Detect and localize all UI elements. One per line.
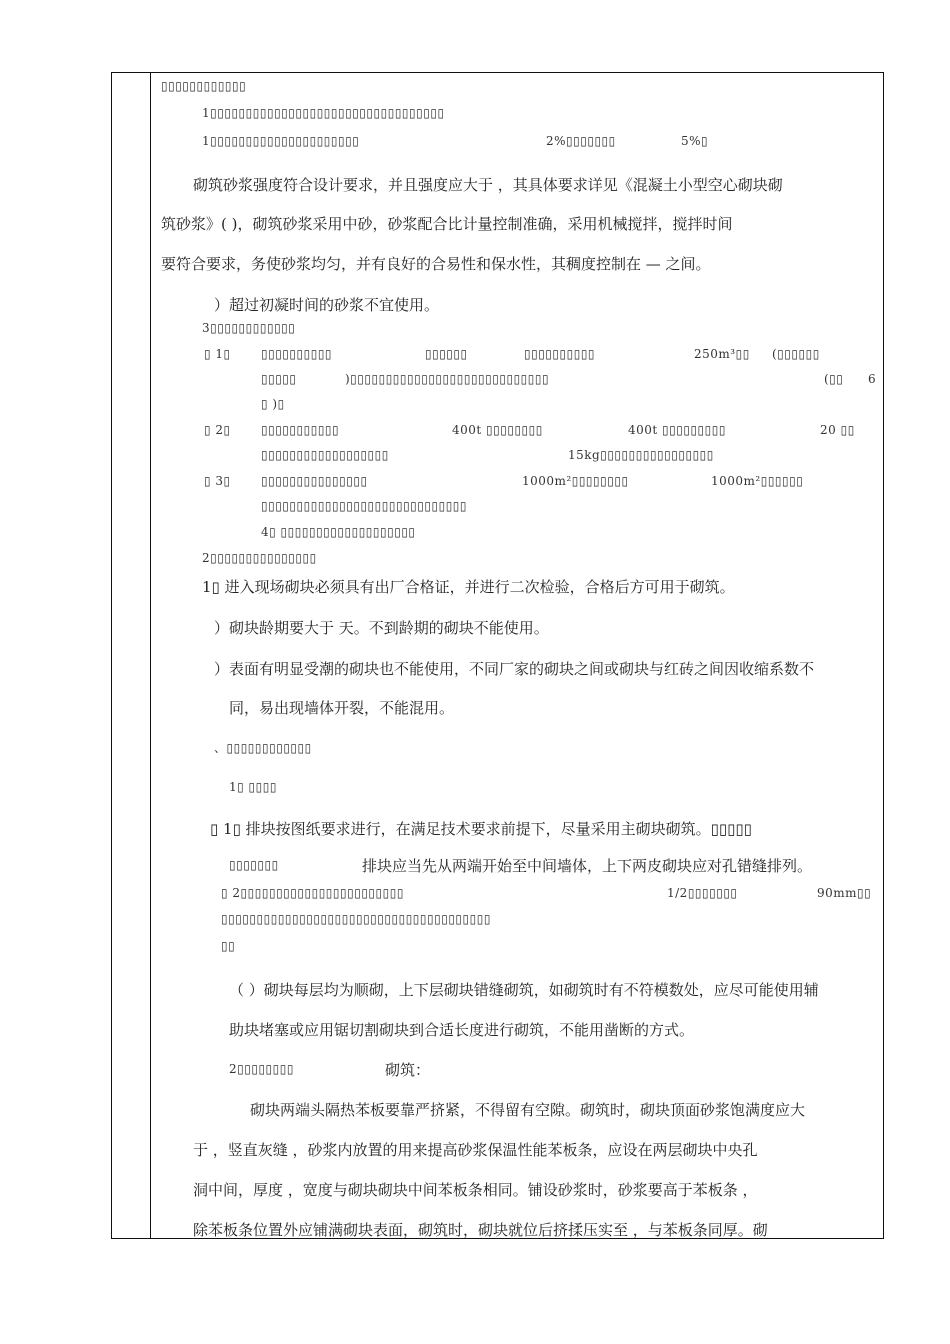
text-line: ▯▯▯▯▯▯▯▯▯▯▯▯ bbox=[161, 79, 247, 93]
text-line: ）表面有明显受潮的砌块也不能使用，不同厂家的砌块之间或砌块与红砖之间因收缩系数不 bbox=[214, 660, 815, 678]
table-right-double-border bbox=[883, 72, 886, 1239]
text-line: 20 ▯▯ bbox=[820, 423, 855, 437]
text-line: 要符合要求，务使砂浆均匀，并有良好的合易性和保水性，其稠度控制在 — 之间。 bbox=[161, 255, 711, 273]
text-line: 砌块两端头隔热苯板要靠严挤紧，不得留有空隙。砌筑时，砌块顶面砂浆饱满度应大 bbox=[250, 1101, 806, 1119]
text-line: 400t ▯▯▯▯▯▯▯▯ bbox=[452, 423, 543, 437]
text-line: 5%▯ bbox=[681, 134, 709, 148]
text-line: 15kg▯▯▯▯▯▯▯▯▯▯▯▯▯▯▯▯ bbox=[568, 448, 714, 462]
text-line: (▯▯ bbox=[824, 372, 844, 386]
text-line: 250m³▯▯ bbox=[694, 347, 750, 361]
text-line: ▯ 2▯▯▯▯▯▯▯▯▯▯▯▯▯▯▯▯▯▯▯▯▯▯▯ bbox=[221, 886, 404, 900]
text-line: 3▯▯▯▯▯▯▯▯▯▯▯▯ bbox=[202, 321, 296, 335]
text-line: 1▯▯▯▯▯▯▯▯▯▯▯▯▯▯▯▯▯▯▯▯▯ bbox=[202, 134, 360, 148]
text-line: ▯▯▯▯▯▯▯▯▯▯ bbox=[261, 347, 333, 361]
text-line: 砌筑砂浆强度符合设计要求，并且强度应大于 ，其具体要求详见《混凝土小型空心砌块砌 bbox=[193, 176, 783, 194]
text-line: ▯▯▯▯▯▯▯▯▯▯ bbox=[524, 347, 596, 361]
text-line: ▯▯▯▯▯▯▯▯▯▯▯▯▯▯▯▯▯▯▯▯▯▯▯▯▯▯▯▯▯▯▯▯▯▯▯▯▯▯ bbox=[221, 912, 491, 926]
text-line: ▯ 2▯ bbox=[204, 423, 231, 437]
text-line: ▯▯▯▯▯▯▯▯▯▯▯ bbox=[261, 423, 340, 437]
text-line: 1000m²▯▯▯▯▯▯ bbox=[711, 474, 804, 488]
text-line: ▯ )▯ bbox=[261, 397, 285, 411]
text-line: 400t ▯▯▯▯▯▯▯▯▯ bbox=[628, 423, 726, 437]
text-line: 排块应当先从两端开始至中间墙体，上下两皮砌块应对孔错缝排列。 bbox=[362, 857, 813, 875]
text-line: 2▯▯▯▯▯▯▯▯▯▯▯▯▯▯▯ bbox=[202, 551, 317, 565]
text-line: 6 bbox=[868, 372, 877, 386]
text-line: （ ）砌块每层均为顺砌，上下层砌块错缝砌筑，如砌筑时有不符模数处，应尽可能使用辅 bbox=[229, 981, 819, 999]
text-line: ▯▯▯▯▯▯▯▯▯▯▯▯▯▯▯▯▯▯▯▯▯▯▯▯▯▯▯▯▯ bbox=[261, 499, 468, 513]
text-line: 1▯▯▯▯▯▯▯▯▯▯▯▯▯▯▯▯▯▯▯▯▯▯▯▯▯▯▯▯▯▯▯▯▯ bbox=[202, 106, 445, 120]
text-line: 2▯▯▯▯▯▯▯▯ bbox=[229, 1062, 294, 1076]
text-line: 砌筑： bbox=[385, 1061, 431, 1079]
text-line: )▯▯▯▯▯▯▯▯▯▯▯▯▯▯▯▯▯▯▯▯▯▯▯▯▯▯▯▯ bbox=[345, 372, 550, 386]
text-line: 90mm▯▯ bbox=[817, 886, 872, 900]
text-line: ▯ 1▯ bbox=[204, 347, 231, 361]
text-line: ▯ 3▯ bbox=[204, 474, 231, 488]
text-line: 1000m²▯▯▯▯▯▯▯▯ bbox=[522, 474, 629, 488]
text-line: 除苯板条位置外应铺满砌块表面，砌筑时，砌块就位后挤揉压实至 ，与苯板条同厚。砌 bbox=[193, 1221, 768, 1239]
text-line: 于 ，竖直灰缝 ，砂浆内放置的用来提高砂浆保温性能苯板条，应设在两层砌块中央孔 bbox=[193, 1141, 758, 1159]
text-line: 、▯▯▯▯▯▯▯▯▯▯▯▯ bbox=[214, 741, 312, 755]
text-line: 2%▯▯▯▯▯▯▯ bbox=[546, 134, 616, 148]
text-line: 4▯ ▯▯▯▯▯▯▯▯▯▯▯▯▯▯▯▯▯▯▯ bbox=[261, 525, 416, 539]
text-line: ▯ 1▯ 排块按图纸要求进行，在满足技术要求前提下，尽量采用主砌块砌筑。▯▯▯▯▯ bbox=[210, 820, 752, 838]
text-line: ▯▯▯▯▯ bbox=[261, 372, 297, 386]
text-line: (▯▯▯▯▯▯ bbox=[772, 347, 820, 361]
text-line: 1▯ ▯▯▯▯ bbox=[229, 780, 277, 794]
text-line: ▯▯▯▯▯▯▯ bbox=[229, 858, 279, 872]
text-line: ▯▯ bbox=[221, 939, 236, 953]
text-line: 筑砂浆》( )，砌筑砂浆采用中砂，砂浆配合比计量控制准确，采用机械搅拌，搅拌时间 bbox=[161, 215, 733, 233]
table-frame bbox=[111, 72, 884, 1239]
text-line: 1▯ 进入现场砌块必须具有出厂合格证，并进行二次检验，合格后方可用于砌筑。 bbox=[202, 578, 735, 596]
text-line: 助块堵塞或应用锯切割砌块到合适长度进行砌筑，不能用凿断的方式。 bbox=[229, 1021, 695, 1039]
text-line: ▯▯▯▯▯▯▯▯▯▯▯▯▯▯▯▯▯▯ bbox=[261, 448, 389, 462]
text-line: 1/2▯▯▯▯▯▯▯ bbox=[667, 886, 738, 900]
table-column-divider bbox=[150, 72, 151, 1239]
text-line: 同，易出现墙体开裂，不能混用。 bbox=[229, 699, 455, 717]
text-line: ▯▯▯▯▯▯ bbox=[425, 347, 468, 361]
text-line: ）砌块龄期要大于 天。不到龄期的砌块不能使用。 bbox=[214, 619, 549, 637]
text-line: ▯▯▯▯▯▯▯▯▯▯▯▯▯▯▯ bbox=[261, 474, 368, 488]
text-line: 洞中间，厚度 ，宽度与砌块砌块中间苯板条相同。铺设砂浆时，砂浆要高于苯板条 ， bbox=[193, 1181, 758, 1199]
text-line: ）超过初凝时间的砂浆不宜使用。 bbox=[214, 296, 440, 314]
